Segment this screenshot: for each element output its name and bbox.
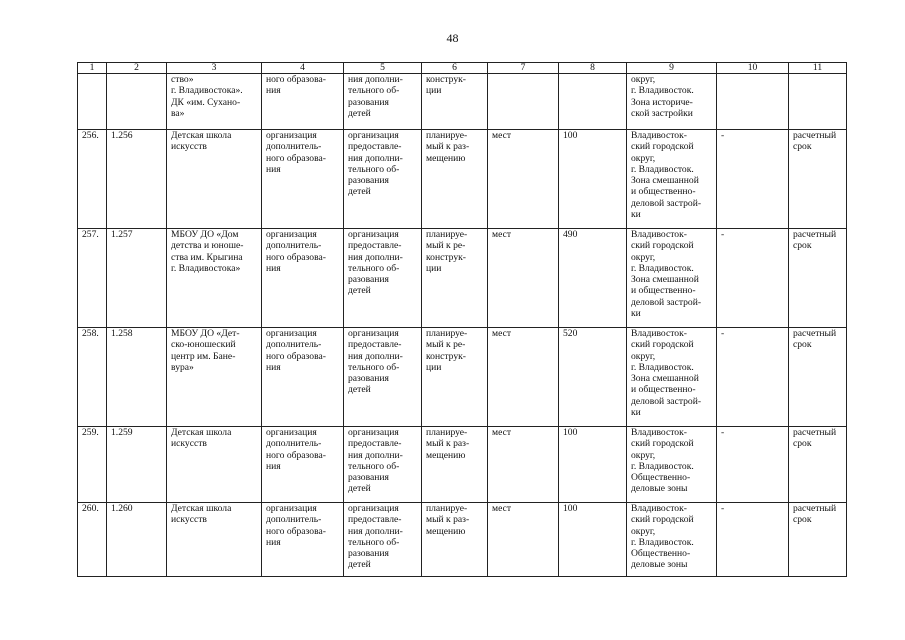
table-cell: -: [717, 130, 789, 229]
table-cell: организация предоставле- ния дополни- тельного об- разования детей: [344, 328, 422, 427]
table-cell: организация дополнитель- ного образова- ния: [262, 427, 344, 503]
table-cell: -: [717, 328, 789, 427]
table-cell: расчетный срок: [789, 229, 847, 328]
table-cell: мест: [488, 130, 559, 229]
table-cell: 256.: [78, 130, 107, 229]
table-cell: организация предоставле- ния дополни- тельного об- разования детей: [344, 229, 422, 328]
table-cell: организация дополнитель- ного образова- ния: [262, 130, 344, 229]
table-cell: 100: [559, 427, 627, 503]
column-header: 6: [422, 63, 488, 74]
table-cell: организация предоставле- ния дополни- тельного об- разования детей: [344, 503, 422, 577]
column-header: 3: [167, 63, 262, 74]
table-cell: мест: [488, 328, 559, 427]
table-cell: расчетный срок: [789, 427, 847, 503]
table-cell: Владивосток- ский городской округ, г. Владивосток. Зона смешанной и общественно- деловой застрой- ки: [627, 229, 717, 328]
table-cell: мест: [488, 427, 559, 503]
table-cell: [488, 74, 559, 130]
table-row: [78, 74, 847, 130]
table-row: [78, 130, 847, 229]
column-header: 7: [488, 63, 559, 74]
table-row: [78, 328, 847, 427]
page-number: 48: [446, 31, 459, 45]
table-cell: организация дополнитель- ного образова- ния: [262, 328, 344, 427]
table-cell: 100: [559, 130, 627, 229]
column-header: 2: [107, 63, 167, 74]
table-cell: [107, 74, 167, 130]
table-cell: ного образова- ния: [262, 74, 344, 130]
column-header: 8: [559, 63, 627, 74]
table-cell: 1.257: [107, 229, 167, 328]
table-cell: планируе- мый к ре- конструк- ции: [422, 328, 488, 427]
table-cell: Детская школа искусств: [167, 130, 262, 229]
column-header: 5: [344, 63, 422, 74]
table-cell: организация дополнитель- ного образова- ния: [262, 503, 344, 577]
table-cell: планируе- мый к ре- конструк- ции: [422, 229, 488, 328]
table-cell: Детская школа искусств: [167, 427, 262, 503]
table-cell: планируе- мый к раз- мещению: [422, 130, 488, 229]
table-cell: Владивосток- ский городской округ, г. Владивосток. Общественно- деловые зоны: [627, 503, 717, 577]
column-header: 1: [78, 63, 107, 74]
table-cell: МБОУ ДО «Дет- ско-юношеский центр им. Бане- вура»: [167, 328, 262, 427]
column-header: 4: [262, 63, 344, 74]
column-header: 9: [627, 63, 717, 74]
table-cell: 257.: [78, 229, 107, 328]
table-cell: планируе- мый к раз- мещению: [422, 503, 488, 577]
table-cell: 260.: [78, 503, 107, 577]
table-cell: Владивосток- ский городской округ, г. Владивосток. Зона смешанной и общественно- деловой застрой- ки: [627, 130, 717, 229]
table-cell: расчетный срок: [789, 130, 847, 229]
table-cell: организация предоставле- ния дополни- тельного об- разования детей: [344, 427, 422, 503]
table-cell: ния дополни- тельного об- разования детей: [344, 74, 422, 130]
header-row: [78, 63, 847, 74]
table-cell: организация дополнитель- ного образова- ния: [262, 229, 344, 328]
table-cell: округ, г. Владивосток. Зона историче- ской застройки: [627, 74, 717, 130]
table-cell: -: [717, 427, 789, 503]
table-cell: Владивосток- ский городской округ, г. Владивосток. Зона смешанной и общественно- деловой застрой- ки: [627, 328, 717, 427]
table-cell: расчетный срок: [789, 503, 847, 577]
table-cell: [78, 74, 107, 130]
table-cell: [789, 74, 847, 130]
table-cell: расчетный срок: [789, 328, 847, 427]
table-cell: Владивосток- ский городской округ, г. Владивосток. Общественно- деловые зоны: [627, 427, 717, 503]
table-cell: мест: [488, 229, 559, 328]
table-cell: 1.260: [107, 503, 167, 577]
table-row: [78, 427, 847, 503]
table-cell: 259.: [78, 427, 107, 503]
table-cell: организация предоставле- ния дополни- тельного об- разования детей: [344, 130, 422, 229]
table-row: [78, 229, 847, 328]
column-header: 10: [717, 63, 789, 74]
table-cell: мест: [488, 503, 559, 577]
column-header: 11: [789, 63, 847, 74]
table-cell: 258.: [78, 328, 107, 427]
table-cell: [717, 74, 789, 130]
table-cell: ство» г. Владивостока». ДК «им. Сухано- ва»: [167, 74, 262, 130]
table-cell: конструк- ции: [422, 74, 488, 130]
table-cell: 490: [559, 229, 627, 328]
table-cell: 1.259: [107, 427, 167, 503]
table-cell: 520: [559, 328, 627, 427]
table-cell: Детская школа искусств: [167, 503, 262, 577]
data-table: [77, 62, 847, 577]
table-row: [78, 503, 847, 577]
table-cell: планируе- мый к раз- мещению: [422, 427, 488, 503]
table-cell: МБОУ ДО «Дом детства и юноше- ства им. Крыгина г. Владивостока»: [167, 229, 262, 328]
table-cell: -: [717, 503, 789, 577]
table-cell: 100: [559, 503, 627, 577]
table-cell: 1.256: [107, 130, 167, 229]
table-cell: 1.258: [107, 328, 167, 427]
table-cell: -: [717, 229, 789, 328]
table-cell: [559, 74, 627, 130]
